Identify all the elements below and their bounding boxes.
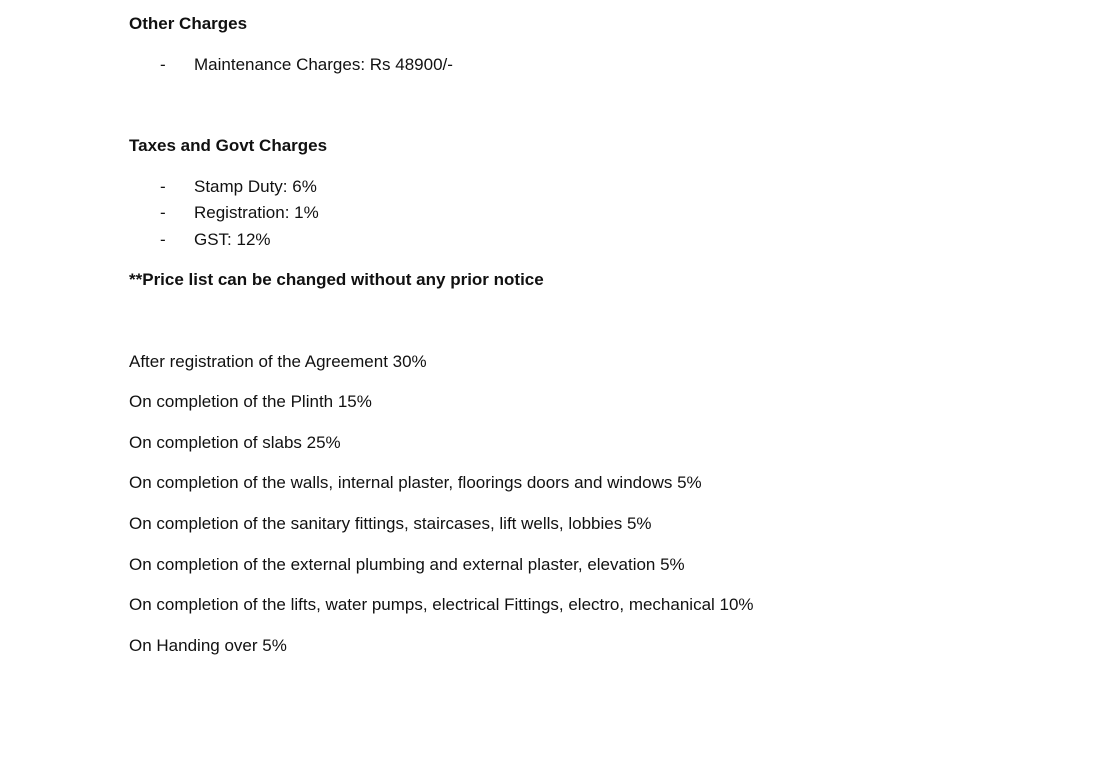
maintenance-charges-text: Maintenance Charges: Rs 48900/- — [194, 55, 453, 74]
registration-item — [160, 203, 319, 223]
taxes-heading: Taxes and Govt Charges — [129, 136, 328, 155]
schedule-line: On completion of the external plumbing and external plaster, elevation 5% — [129, 555, 685, 574]
gst-text: GST: 12% — [194, 230, 271, 249]
bullet-dash: - — [160, 177, 166, 196]
bullet-dash: - — [160, 230, 166, 249]
maintenance-charges-item — [160, 55, 453, 75]
stamp-duty-text: Stamp Duty: 6% — [194, 177, 317, 196]
schedule-line: On completion of the walls, internal plaster, floorings doors and windows 5% — [129, 473, 702, 492]
schedule-line: After registration of the Agreement 30% — [129, 352, 427, 371]
schedule-line: On completion of the Plinth 15% — [129, 392, 372, 411]
registration-text: Registration: 1% — [194, 203, 319, 222]
price-notice: **Price list can be changed without any prior notice — [129, 270, 544, 289]
other-charges-heading: Other Charges — [129, 14, 248, 33]
gst-item — [160, 230, 271, 250]
stamp-duty-item — [160, 177, 317, 197]
schedule-line: On Handing over 5% — [129, 636, 287, 655]
schedule-line: On completion of slabs 25% — [129, 433, 341, 452]
bullet-dash: - — [160, 203, 166, 222]
bullet-dash: - — [160, 55, 166, 74]
schedule-line: On completion of the sanitary fittings, staircases, lift wells, lobbies 5% — [129, 514, 652, 533]
schedule-line: On completion of the lifts, water pumps, electrical Fittings, electro, mechanical 10% — [129, 595, 754, 614]
